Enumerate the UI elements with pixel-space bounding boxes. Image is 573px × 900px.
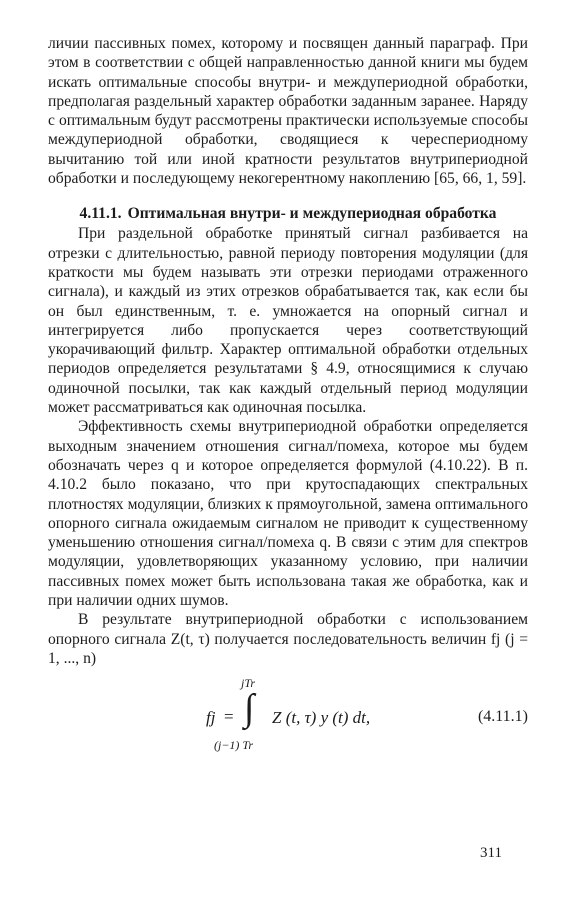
equation-number: (4.11.1) xyxy=(477,708,528,726)
formula-lhs: fj xyxy=(206,708,216,728)
paragraph-separate-processing: При раздельной обработке принятый сигнал разбивается на отрезки с длительностью, равной периоду повторения модуляции (для краткости мы будем называть эти отрезки периодами отраженного сигнала), и каждый из этих отрезков обрабатывается так, как если бы он был единственным, т. е. умножается на опорный сигнал и интегрируется либо пропускается через соответствующий укорачивающий фильтр. Характер оптимальной обработки отдельных периодов определяется результатами § 4.9, относящимися к случаю одиночной посылки, так как каждый отдельный период модуляции может рассматриваться как одиночная посылка. xyxy=(48,225,528,417)
formula-integrand: Z (t, τ) y (t) dt, xyxy=(272,708,371,728)
integral-upper-limit: jTr xyxy=(241,676,256,691)
section-title: Оптимальная внутри- и междупериодная обработка xyxy=(127,205,497,223)
page-number: 311 xyxy=(480,845,502,861)
paragraph-continued: личии пассивных помех, которому и посвящен данный параграф. При этом в соответствии с общей направленностью данной книги мы будем искать оптимальные способы внутри- и междупериодной обработки, предполагая раздельный характер обработки заданным заранее. Наряду с оптимальным будут рассмотрены практически используемые способы междупериодной обработки, сводящиеся к череспериодному вычитанию той или иной кратности результатов внутрипериодной обработки и последующему некогерентному накоплению [65, 66, 1, 59]. xyxy=(48,35,528,188)
section-heading xyxy=(48,204,528,223)
paragraph-efficiency: Эффективность схемы внутрипериодной обработки определяется выходным значением отношения сигнал/помеха, которое мы будем обозначать через q и которое определяется формулой (4.10.22). В п. 4.10.2 было показано, что при крутоспадающих спектральных плотностях модуляции, близких к прямоугольной, замена оптимального опорного сигнала ожидаемым сигналом не приводит к существенному уменьшению отношения сигнал/помеха q. В связи с этим для спектров модуляции, удовлетворяющих указанному условию, при наличии пассивных помех может быть использована такая же обработка, как и при наличии одних шумов. xyxy=(48,418,528,610)
formula-equals: = xyxy=(224,707,234,727)
section-number: 4.11.1. xyxy=(79,205,122,223)
page-body xyxy=(48,34,528,764)
paragraph-result: В результате внутрипериодной обработки с использованием опорного сигнала Z(t, τ) получается последовательность величин fj (j = 1, ..., n) xyxy=(48,611,528,667)
formula-4-11-1 xyxy=(48,672,528,764)
integral-lower-limit: (j−1) Tr xyxy=(214,738,254,753)
integral-sign: ∫ xyxy=(244,687,255,730)
